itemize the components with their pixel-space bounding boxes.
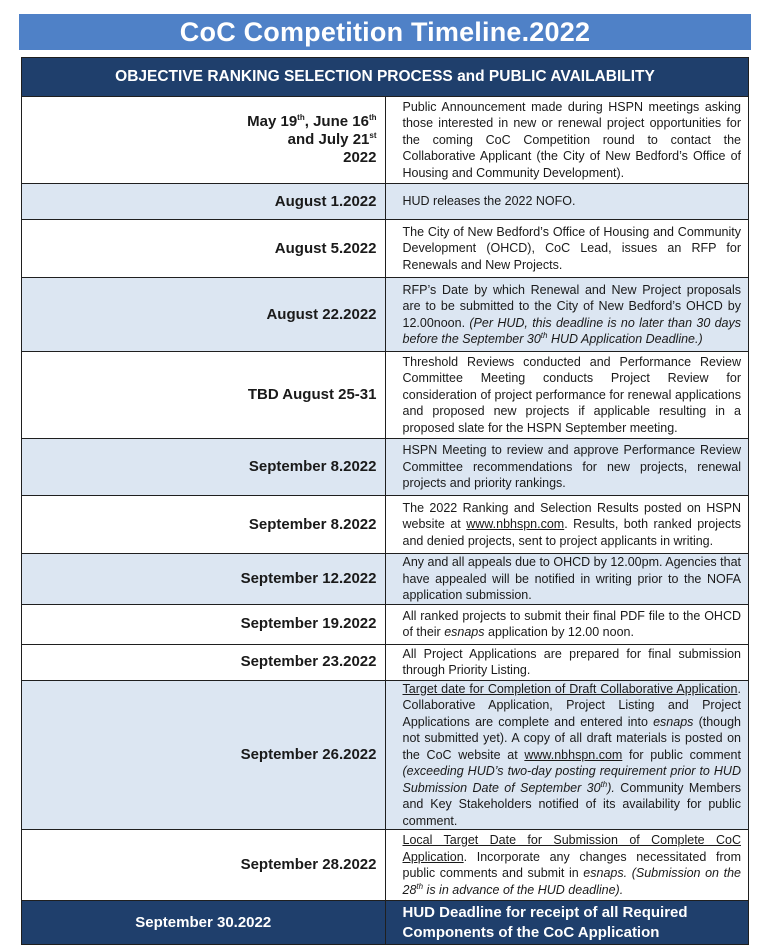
row-date: September 28.2022 bbox=[22, 830, 386, 901]
timeline-row bbox=[22, 644, 749, 680]
timeline-row bbox=[22, 604, 749, 644]
row-description: Any and all appeals due to OHCD by 12.00pm. Agencies that have appealed will be notified in writing prior to the NOFA application submission. bbox=[385, 554, 749, 605]
timeline-row bbox=[22, 184, 749, 220]
row-date: September 23.2022 bbox=[22, 644, 386, 680]
row-description: Public Announcement made during HSPN meetings asking those interested in new or renewal project opportunities for the coming CoC Competition round to contact the Collaborative Applicant (the City of New Bedford’s Office of Housing and Community Development). bbox=[385, 97, 749, 184]
hspn-website-link[interactable]: www.nbhspn.com bbox=[524, 747, 623, 762]
row-date: September 8.2022 bbox=[22, 439, 386, 496]
row-description: All ranked projects to submit their final PDF file to the OHCD of their esnaps application by 12.00 noon. bbox=[385, 604, 749, 644]
row-date: TBD August 25-31 bbox=[22, 352, 386, 439]
row-description: All Project Applications are prepared for final submission through Priority Listing. bbox=[385, 644, 749, 680]
row-description: Target date for Completion of Draft Collaborative Application. Collaborative Application, Project Listing and Project Applications are complete and entered into esnaps (though not submitted yet). A copy of all draft materials is posted on the CoC website at www.nbhspn.com for public comment (exceeding HUD’s two-day posting requirement prior to HUD Submission Date of September 30th). Community Members and Key Stakeholders notified of its availability for public comment. bbox=[385, 680, 749, 830]
row-description: The 2022 Ranking and Selection Results posted on HSPN website at www.nbhspn.com. Results, both ranked projects and denied projects, sent to project applicants in writing. bbox=[385, 496, 749, 554]
row-date: September 30.2022 bbox=[22, 901, 386, 945]
page-title: CoC Competition Timeline.2022 bbox=[19, 14, 751, 50]
row-description: The City of New Bedford’s Office of Housing and Community Development (OHCD), CoC Lead, issues an RFP for Renewals and New Projects. bbox=[385, 220, 749, 278]
timeline-row bbox=[22, 496, 749, 554]
timeline-row-final bbox=[22, 901, 749, 945]
timeline-row bbox=[22, 680, 749, 830]
row-date: September 8.2022 bbox=[22, 496, 386, 554]
timeline-row bbox=[22, 97, 749, 184]
timeline-row bbox=[22, 554, 749, 605]
row-date: September 12.2022 bbox=[22, 554, 386, 605]
row-description: Threshold Reviews conducted and Performance Review Committee Meeting conducts Project Review for consideration of project performance for renewal applications and proposed new projects if applicable resulting in a proposed slate for the HSPN September meeting. bbox=[385, 352, 749, 439]
row-date: August 5.2022 bbox=[22, 220, 386, 278]
row-description: HSPN Meeting to review and approve Performance Review Committee recommendations for new projects, renewal projects and priority rankings. bbox=[385, 439, 749, 496]
timeline-row bbox=[22, 220, 749, 278]
timeline-row bbox=[22, 830, 749, 901]
row-date: September 19.2022 bbox=[22, 604, 386, 644]
row-description: RFP’s Date by which Renewal and New Project proposals are to be submitted to the City of New Bedford’s OHCD by 12.00noon. (Per HUD, this deadline is no later than 30 days before the September 30th HUD Application Deadline.) bbox=[385, 278, 749, 352]
row-date: May 19th, June 16th and July 21st 2022 bbox=[22, 97, 386, 184]
section-header: OBJECTIVE RANKING SELECTION PROCESS and PUBLIC AVAILABILITY bbox=[22, 58, 749, 97]
row-description: Local Target Date for Submission of Complete CoC Application. Incorporate any changes necessitated from public comments and submit in esnaps. (Submission on the 28th is in advance of the HUD deadline). bbox=[385, 830, 749, 901]
row-date: August 22.2022 bbox=[22, 278, 386, 352]
section-header-row bbox=[22, 58, 749, 97]
timeline-table bbox=[21, 57, 749, 945]
hspn-website-link[interactable]: www.nbhspn.com bbox=[466, 517, 565, 532]
row-date: September 26.2022 bbox=[22, 680, 386, 830]
row-description: HUD Deadline for receipt of all Required Components of the CoC Application bbox=[385, 901, 749, 945]
timeline-row bbox=[22, 278, 749, 352]
timeline-row bbox=[22, 439, 749, 496]
timeline-row bbox=[22, 352, 749, 439]
row-description: HUD releases the 2022 NOFO. bbox=[385, 184, 749, 220]
row-date: August 1.2022 bbox=[22, 184, 386, 220]
